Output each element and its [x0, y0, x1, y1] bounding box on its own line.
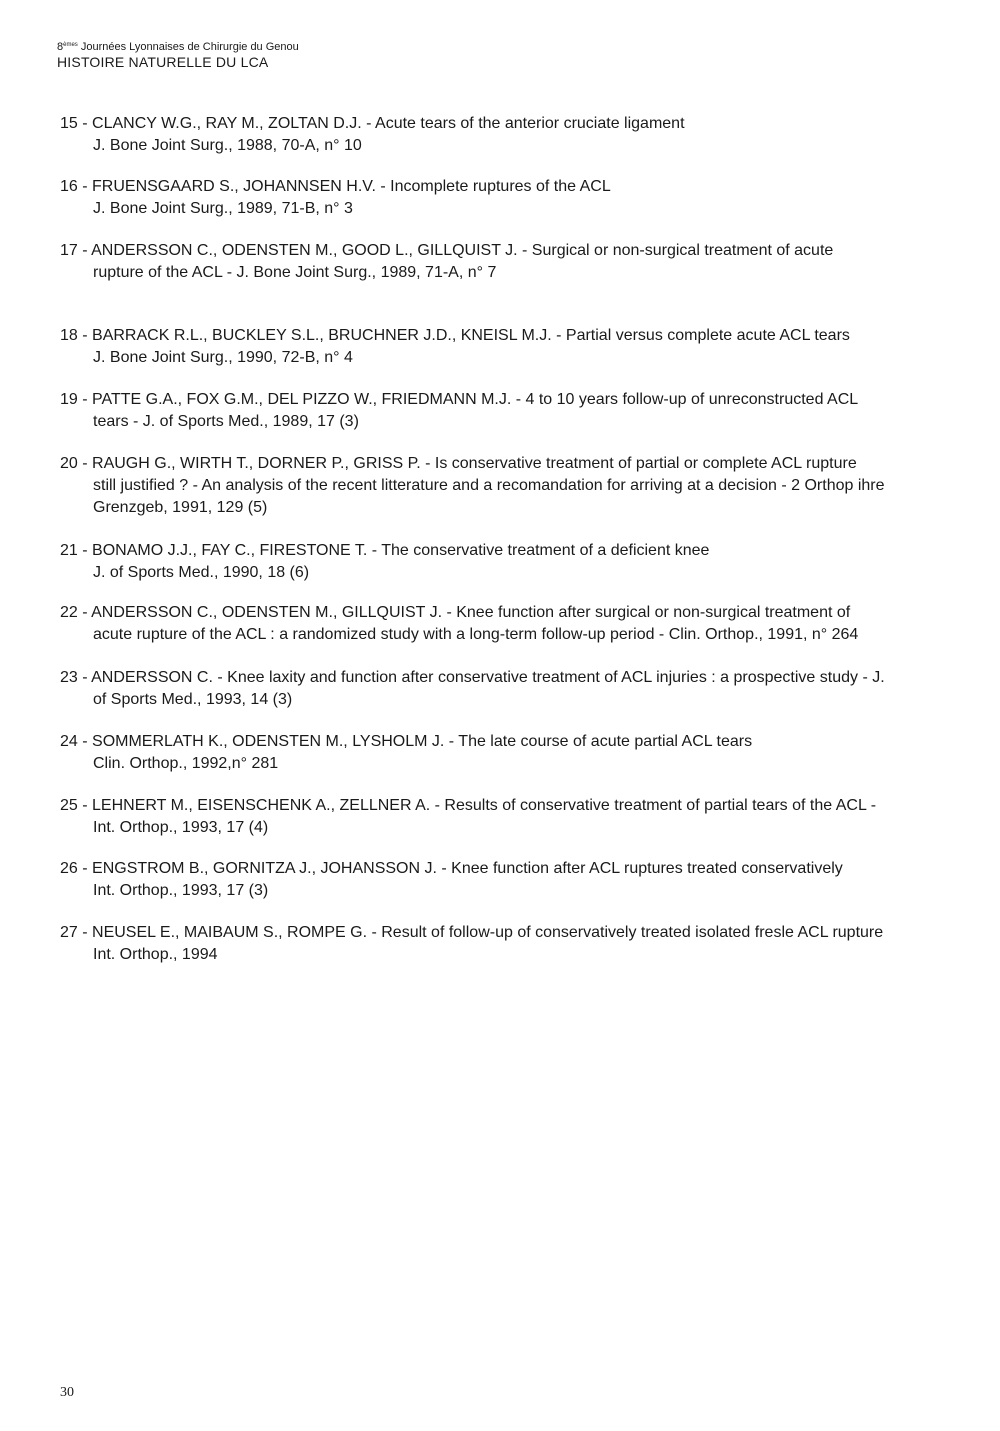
reference-item-24 — [60, 731, 940, 775]
reference-item-25 — [60, 795, 940, 839]
reference-item-20 — [60, 453, 940, 519]
reference-line: Grenzgeb, 1991, 129 (5) — [93, 499, 268, 516]
reference-line: 16 - FRUENSGAARD S., JOHANNSEN H.V. - Incomplete ruptures of the ACL — [60, 178, 611, 195]
reference-line: still justified ? - An analysis of the recent litterature and a recomandation for arriving at a decision - 2 Orthop ihre — [93, 477, 885, 494]
reference-item-21 — [60, 540, 940, 584]
page-number: 30 — [60, 1385, 74, 1400]
reference-line: 15 - CLANCY W.G., RAY M., ZOLTAN D.J. - Acute tears of the anterior cruciate ligament — [60, 115, 685, 132]
reference-line: 23 - ANDERSSON C. - Knee laxity and function after conservative treatment of ACL injuries : a prospective study - J. — [60, 669, 885, 686]
reference-item-16 — [60, 176, 940, 220]
reference-line: Clin. Orthop., 1992,n° 281 — [93, 755, 279, 772]
reference-line: tears - J. of Sports Med., 1989, 17 (3) — [93, 413, 359, 430]
reference-line: 24 - SOMMERLATH K., ODENSTEN M., LYSHOLM J. - The late course of acute partial ACL tears — [60, 733, 753, 750]
conference-name — [57, 40, 299, 54]
reference-line: 27 - NEUSEL E., MAIBAUM S., ROMPE G. - Result of follow-up of conservatively treated isolated fresle ACL rupture — [60, 924, 884, 941]
edition-number: 8 — [57, 41, 64, 53]
reference-line: J. of Sports Med., 1990, 18 (6) — [93, 564, 310, 581]
reference-line: 21 - BONAMO J.J., FAY C., FIRESTONE T. - The conservative treatment of a deficient knee — [60, 542, 710, 559]
reference-item-22 — [60, 602, 940, 646]
section-title: HISTOIRE NATURELLE DU LCA — [57, 54, 269, 70]
reference-item-27 — [60, 922, 940, 966]
reference-line: J. Bone Joint Surg., 1989, 71-B, n° 3 — [93, 200, 353, 217]
reference-line: rupture of the ACL - J. Bone Joint Surg., 1989, 71-A, n° 7 — [93, 264, 497, 281]
reference-line: J. Bone Joint Surg., 1988, 70-A, n° 10 — [93, 137, 362, 154]
reference-line: acute rupture of the ACL : a randomized study with a long-term follow-up period - Clin. Orthop., 1991, n° 264 — [93, 626, 859, 643]
reference-item-26 — [60, 858, 940, 902]
running-header — [57, 40, 299, 71]
reference-line: 18 - BARRACK R.L., BUCKLEY S.L., BRUCHNER J.D., KNEISL M.J. - Partial versus complete acute ACL tears — [60, 327, 850, 344]
reference-line: 20 - RAUGH G., WIRTH T., DORNER P., GRISS P. - Is conservative treatment of partial or complete ACL rupture — [60, 455, 857, 472]
reference-line: Int. Orthop., 1993, 17 (4) — [93, 819, 269, 836]
reference-line: 17 - ANDERSSON C., ODENSTEN M., GOOD L., GILLQUIST J. - Surgical or non-surgical treatment of acute — [60, 242, 834, 259]
edition-suffix: èmes — [63, 42, 78, 48]
conference-event: Journées Lyonnaises de Chirurgie du Genou — [80, 41, 299, 53]
reference-line: of Sports Med., 1993, 14 (3) — [93, 691, 293, 708]
reference-line: J. Bone Joint Surg., 1990, 72-B, n° 4 — [93, 349, 353, 366]
reference-item-19 — [60, 389, 940, 433]
reference-line: 25 - LEHNERT M., EISENSCHENK A., ZELLNER A. - Results of conservative treatment of partial tears of the ACL - — [60, 797, 877, 814]
reference-line: Int. Orthop., 1994 — [93, 946, 218, 963]
reference-line: 26 - ENGSTROM B., GORNITZA J., JOHANSSON J. - Knee function after ACL ruptures treated conservatively — [60, 860, 843, 877]
reference-item-15 — [60, 113, 940, 157]
reference-line: 19 - PATTE G.A., FOX G.M., DEL PIZZO W., FRIEDMANN M.J. - 4 to 10 years follow-up of unreconstructed ACL — [60, 391, 859, 408]
reference-line: 22 - ANDERSSON C., ODENSTEN M., GILLQUIST J. - Knee function after surgical or non-surgical treatment of — [60, 604, 851, 621]
reference-line: Int. Orthop., 1993, 17 (3) — [93, 882, 269, 899]
reference-item-23 — [60, 667, 940, 711]
reference-item-17 — [60, 240, 940, 284]
reference-item-18 — [60, 325, 940, 369]
